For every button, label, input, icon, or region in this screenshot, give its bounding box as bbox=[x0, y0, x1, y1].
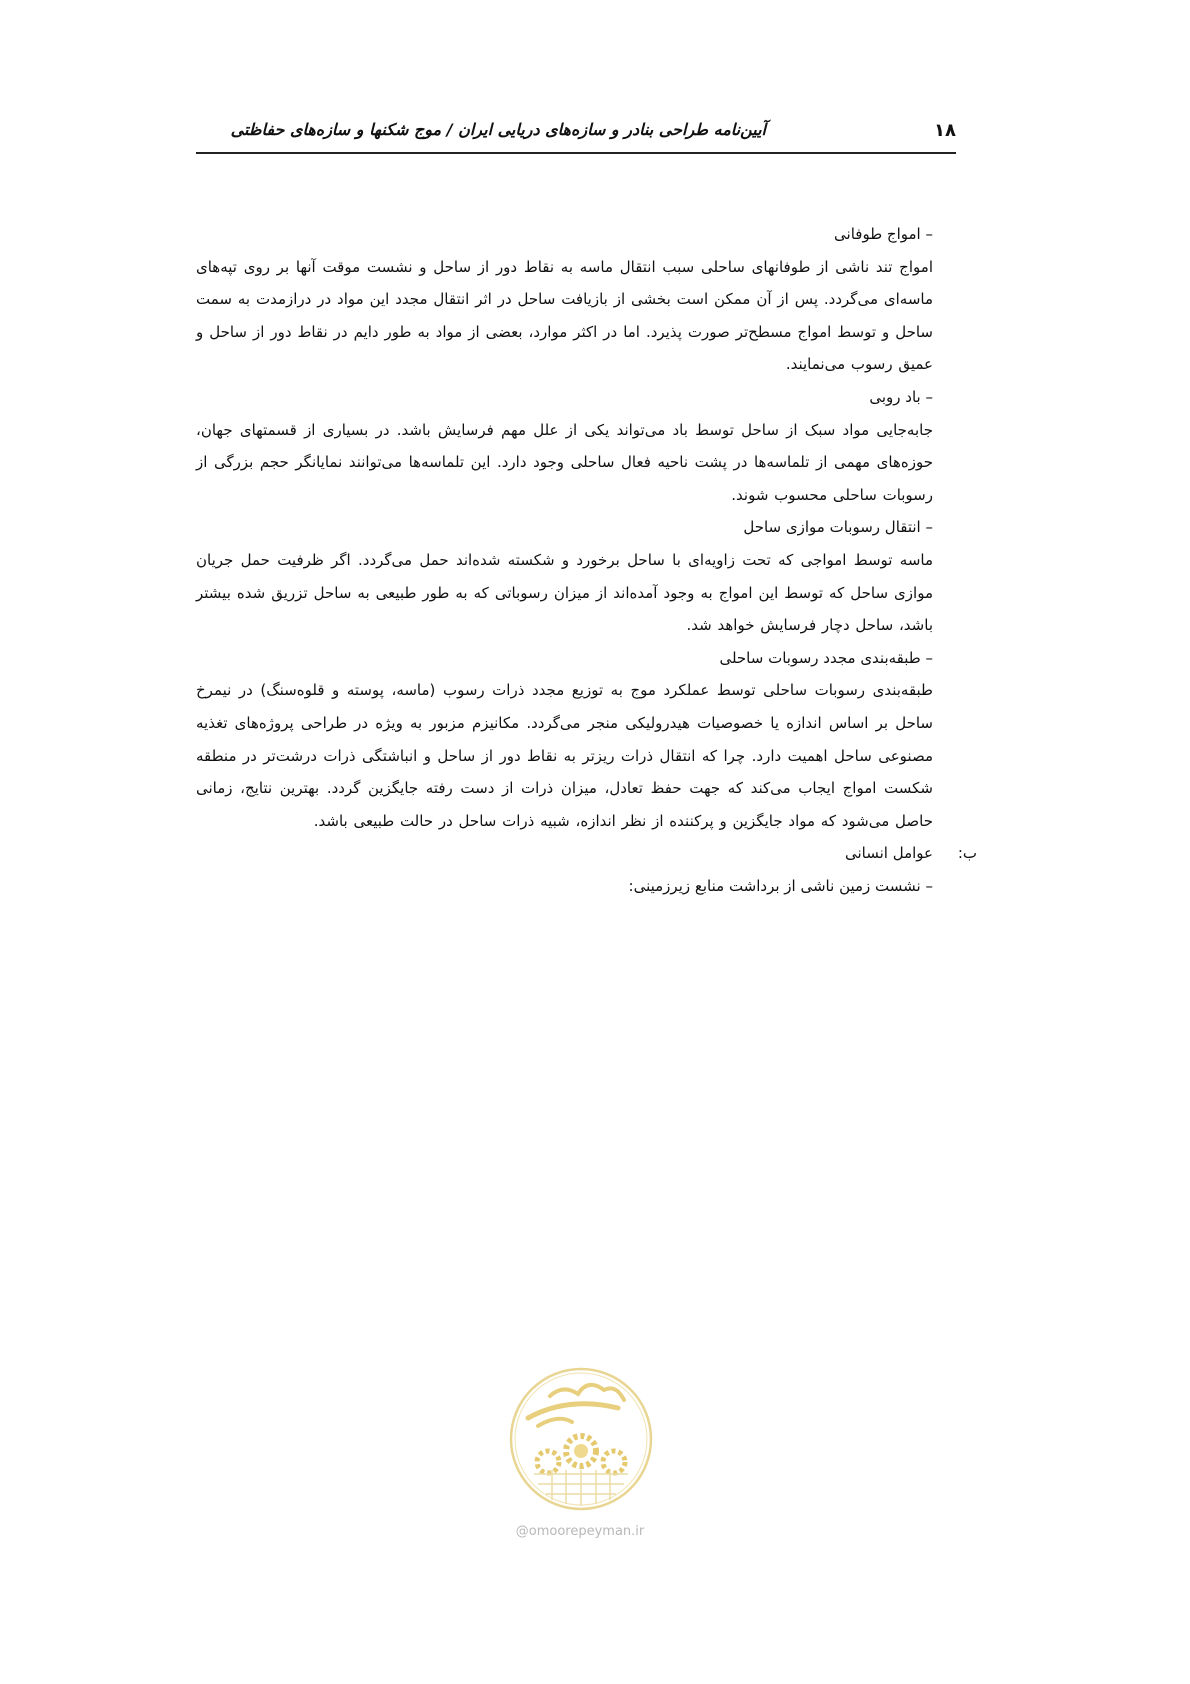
page-number: ۱۸ bbox=[934, 120, 956, 141]
watermark-logo bbox=[508, 1366, 654, 1512]
running-title: آیین‌نامه طراحی بنادر و سازه‌های دریایی ایران / موج شکنها و سازه‌های حفاظتی bbox=[230, 120, 766, 139]
storm-waves-heading: – امواج طوفانی bbox=[834, 225, 933, 243]
watermark-seal-icon bbox=[508, 1366, 654, 1512]
longshore-heading: – انتقال رسوبات موازی ساحل bbox=[743, 518, 933, 537]
main-content bbox=[196, 218, 977, 902]
storm-waves-paragraph: امواج تند ناشی از طوفانهای ساحلی سبب انتقال ماسه به نقاط دور از ساحل و نشست موقت آنها بر روی تپه‌های ماسه‌ای می‌گردد. پس از آن ممکن است بخشی از بازیافت ساحل در اثر انتقال مجدد این مواد در درازمدت به سمت ساحل و توسط امواج مسطح‌تر صورت پذیرد. اما در اکثر موارد، بعضی از مواد به طور دایم در نقاط دور از ساحل و عمیق رسوب می‌نمایند. bbox=[196, 257, 933, 374]
section-b-heading: عوامل انسانی bbox=[844, 844, 933, 863]
sorting-paragraph: طبقه‌بندی رسوبات ساحلی توسط عملکرد موج به توزیع مجدد ذرات رسوب (ماسه، پوسته و قلوه‌سنگ) در نیمرخ ساحل بر اساس اندازه یا خصوصیات هیدرولیکی منجر می‌گردد. مکانیزم مزبور به ویژه در طراحی پروژه‌های تغذیه مصنوعی ساحل اهمیت دارد. چرا که انتقال ذرات ریزتر به نقاط دور از ساحل و انباشتگی ذرات درشت‌تر در منطقه شکست امواج ایجاب می‌کند که جهت حفظ تعادل، میزان ذرات از دست رفته جایگزین گردد. بهترین نتایج، زمانی حاصل می‌شود که مواد جایگزین و پرکننده از نظر اندازه، شبیه ذرات ساحل در حالت طبیعی باشد. bbox=[196, 681, 933, 830]
section-b-marker: ب: bbox=[957, 844, 977, 863]
watermark-website: @omoorepeyman.ir bbox=[515, 1524, 645, 1539]
subsidence-heading: – نشست زمین ناشی از برداشت منابع زیرزمینی: bbox=[628, 876, 933, 895]
wind-paragraph: جابه‌جایی مواد سبک از ساحل توسط باد می‌تواند یکی از علل مهم فرسایش باشد. در بسیاری از قسمتهای جهان، حوزه‌های مهمی از تلماسه‌ها در پشت ناحیه فعال ساحلی وجود دارد. این تلماسه‌ها می‌توانند نمایانگر حجم بزرگی از رسوبات ساحلی محسوب شوند. bbox=[196, 420, 933, 504]
wind-heading: – باد روبی bbox=[869, 387, 933, 406]
page-header bbox=[196, 120, 956, 160]
sorting-heading: – طبقه‌بندی مجدد رسوبات ساحلی bbox=[719, 648, 933, 667]
header-rule bbox=[196, 152, 956, 154]
section-b bbox=[196, 837, 977, 870]
longshore-paragraph: ماسه توسط امواجی که تحت زاویه‌ای با ساحل برخورد و شکسته شده‌اند حمل می‌گردد. اگر ظرفیت حمل جریان موازی ساحل که توسط این امواج به وجود آمده‌اند از میزان رسوباتی که به طور طبیعی به ساحل تزریق شده بیشتر باشد، ساحل دچار فرسایش خواهد شد. bbox=[196, 550, 933, 635]
